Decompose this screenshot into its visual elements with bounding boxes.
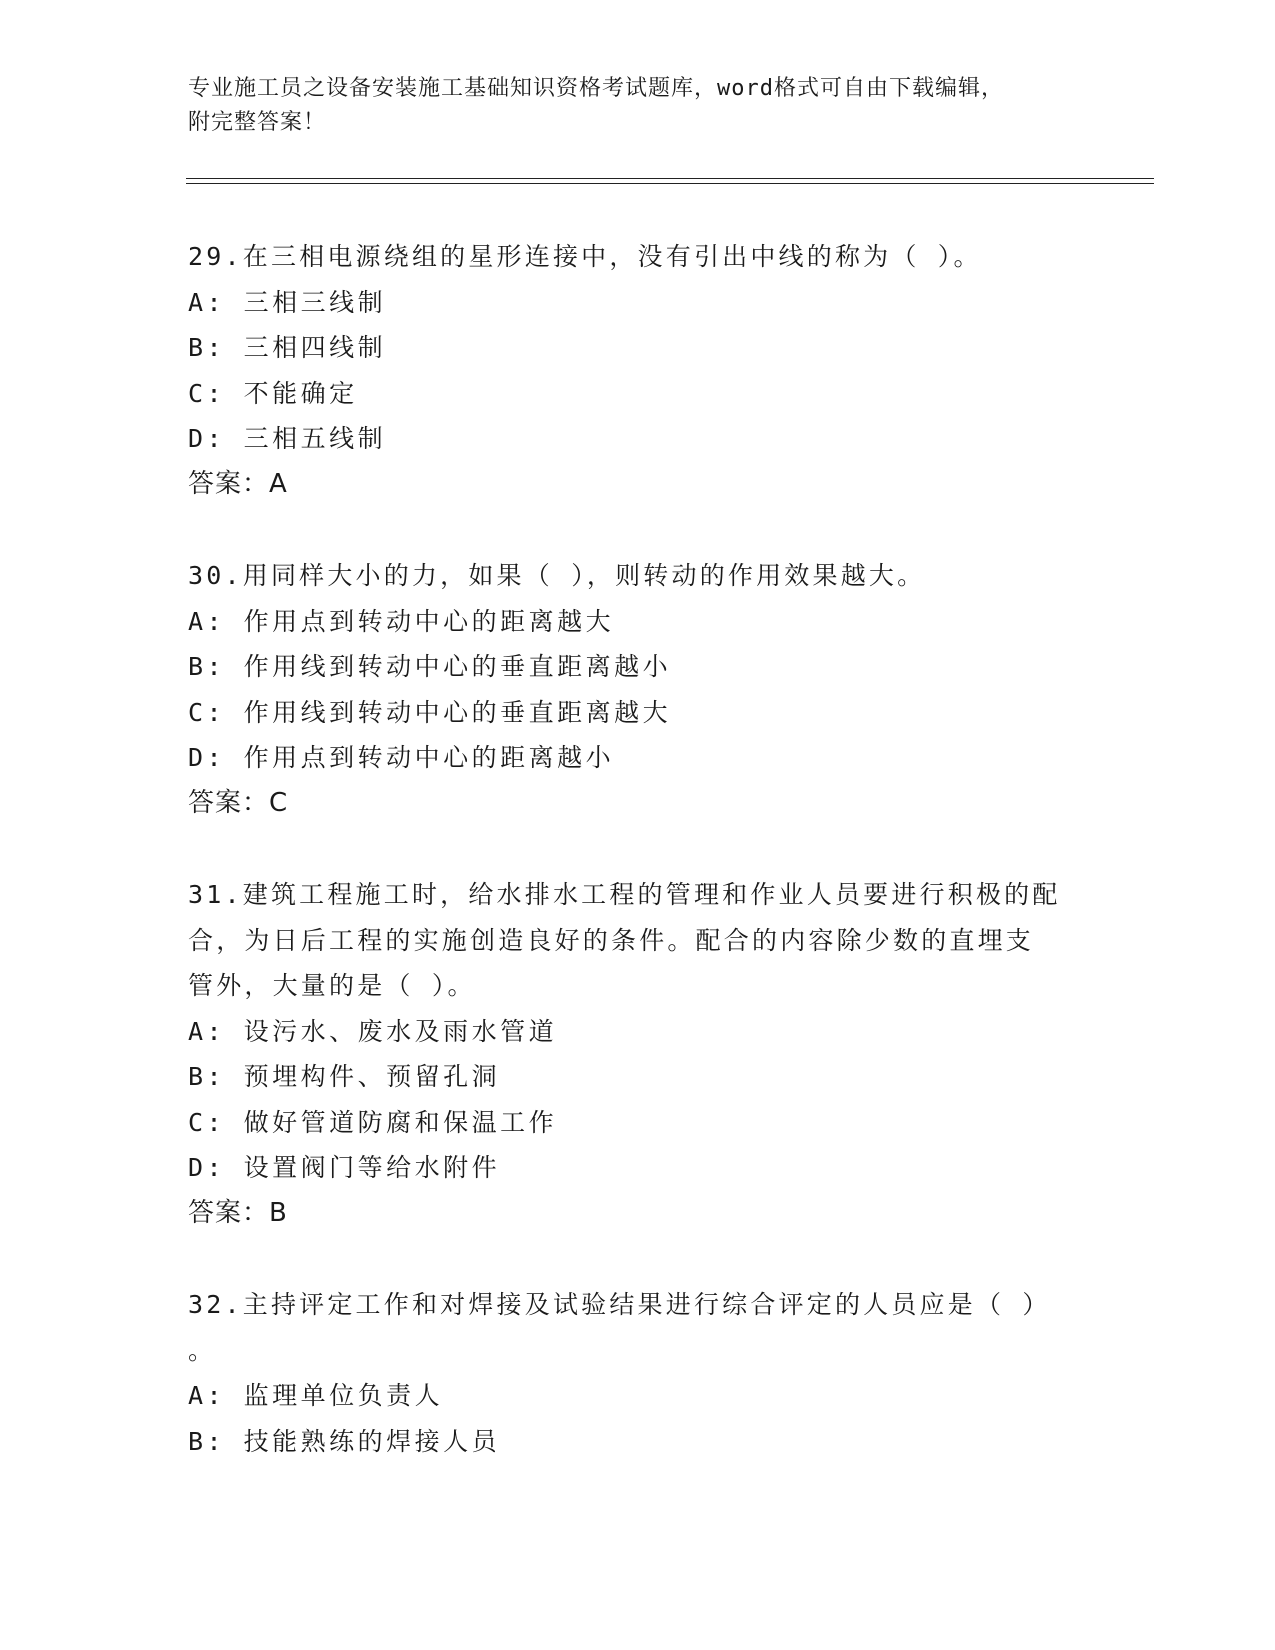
- header-line-2: 附完整答案！: [188, 110, 327, 135]
- answer-line: 答案：C: [188, 787, 289, 818]
- option-b: B: 预埋构件、预留孔洞: [188, 1062, 501, 1091]
- question-stem-line-3: 管外，大量的是（ ）。: [188, 971, 476, 1000]
- document-header: [188, 72, 1088, 140]
- header-divider-bottom: [186, 183, 1154, 184]
- option-a: A: 监理单位负责人: [188, 1381, 444, 1410]
- question-29: [188, 234, 1088, 507]
- question-stem: 30.用同样大小的力，如果（ ），则转动的作用效果越大。: [188, 561, 926, 590]
- question-stem-line-1: 32.主持评定工作和对焊接及试验结果进行综合评定的人员应是（ ）: [188, 1290, 1051, 1319]
- answer-line: 答案：B: [188, 1197, 288, 1228]
- option-c: C: 不能确定: [188, 378, 358, 408]
- question-stem-line-2: 。: [188, 1335, 217, 1365]
- question-stem-line-2: 合，为日后工程的实施创造良好的条件。配合的内容除少数的直埋支: [188, 925, 1035, 955]
- option-a: A: 设污水、废水及雨水管道: [188, 1016, 558, 1046]
- question-31: [188, 872, 1088, 1236]
- option-c: C: 作用线到转动中心的垂直距离越大: [188, 697, 672, 727]
- question-stem: 29.在三相电源绕组的星形连接中，没有引出中线的称为（ ）。: [188, 242, 982, 271]
- option-d: D: 设置阀门等给水附件: [188, 1153, 501, 1182]
- option-d: D: 三相五线制: [188, 424, 387, 453]
- option-b: B: 技能熟练的焊接人员: [188, 1426, 501, 1456]
- option-d: D: 作用点到转动中心的距离越小: [188, 743, 615, 772]
- header-line-1: 专业施工员之设备安装施工基础知识资格考试题库，word格式可自由下载编辑，: [188, 76, 1004, 101]
- question-stem-line-1: 31.建筑工程施工时，给水排水工程的管理和作业人员要进行积极的配: [188, 880, 1061, 909]
- option-b: B: 三相四线制: [188, 333, 387, 362]
- option-a: A: 三相三线制: [188, 287, 387, 317]
- header-divider-top: [186, 178, 1154, 179]
- question-32: [188, 1282, 1088, 1464]
- option-a: A: 作用点到转动中心的距离越大: [188, 606, 615, 636]
- answer-line: 答案：A: [188, 468, 288, 499]
- option-c: C: 做好管道防腐和保温工作: [188, 1107, 558, 1137]
- question-30: [188, 553, 1088, 826]
- option-b: B: 作用线到转动中心的垂直距离越小: [188, 652, 672, 681]
